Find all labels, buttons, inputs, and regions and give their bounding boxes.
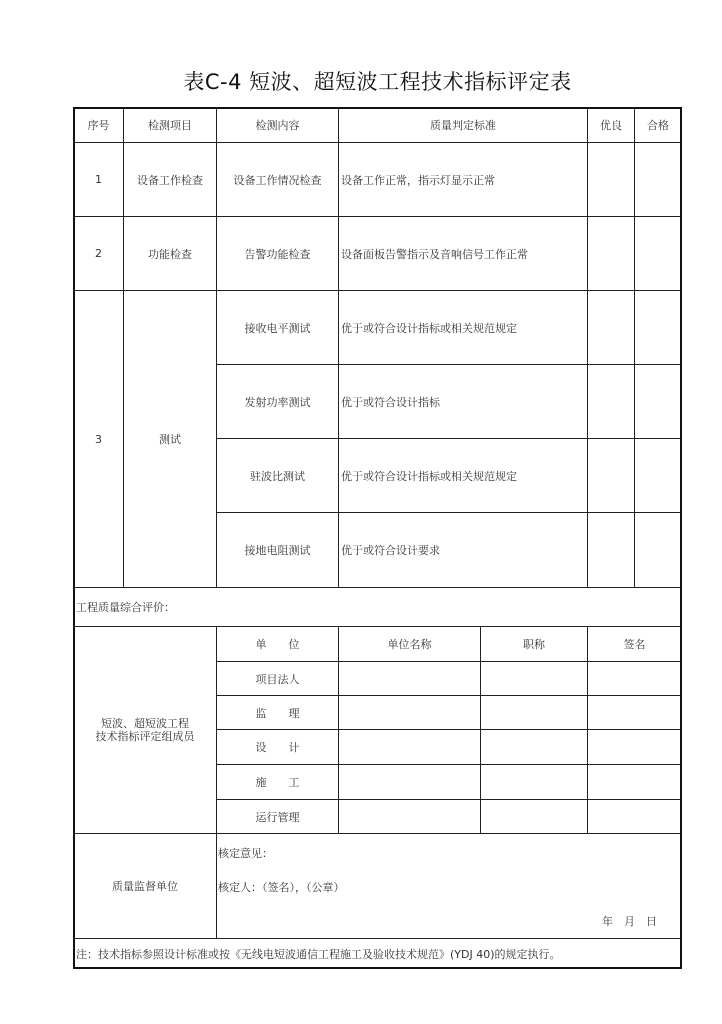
row2-seq: 2 [73,216,124,291]
row1-qualified-cell[interactable] [634,142,682,217]
role-project-owner: 项目法人 [216,661,339,696]
row3c-standard: 优于或符合设计指标或相关规范规定 [338,438,588,513]
row2-qualified-cell[interactable] [634,216,682,291]
committee-label-line2: 技术指标评定组成员 [95,730,195,743]
header-qualified: 合格 [634,107,682,143]
header-standard: 质量判定标准 [338,107,588,143]
row3d-standard: 优于或符合设计要求 [338,512,588,588]
project-owner-title[interactable] [480,661,588,696]
operation-signature[interactable] [587,799,682,834]
evaluation-label: 工程质量综合评价： [76,601,175,614]
row3a-content: 接收电平测试 [216,290,339,365]
row2-content: 告警功能检查 [216,216,339,291]
row3c-excellent-cell[interactable] [587,438,635,513]
row1-content: 设备工作情况检查 [216,142,339,217]
construction-signature[interactable] [587,764,682,800]
row3b-content: 发射功率测试 [216,364,339,439]
row3b-excellent-cell[interactable] [587,364,635,439]
row3b-qualified-cell[interactable] [634,364,682,439]
header-content: 检测内容 [216,107,339,143]
committee-col-unit-name: 单位名称 [338,626,481,662]
row3a-standard: 优于或符合设计指标或相关规范规定 [338,290,588,365]
role-supervisor: 监 理 [216,695,339,730]
header-seq: 序号 [73,107,124,143]
operation-title[interactable] [480,799,588,834]
row3b-standard: 优于或符合设计指标 [338,364,588,439]
supervision-label: 质量监督单位 [73,833,217,939]
supervisor-unit-name[interactable] [338,695,481,730]
row1-excellent-cell[interactable] [587,142,635,217]
design-unit-name[interactable] [338,729,481,765]
supervision-opinion-label: 核定意见： [218,847,273,860]
footnote: 注：技术指标参照设计标准或按《无线电短波通信工程施工及验收技术规范》(YDJ 40)的规定执行。 [73,938,682,969]
row2-excellent-cell[interactable] [587,216,635,291]
supervision-signer-label: 核定人：（签名），（公章） [218,881,345,894]
row3a-qualified-cell[interactable] [634,290,682,365]
row3-seq: 3 [73,290,124,588]
row3a-excellent-cell[interactable] [587,290,635,365]
header-excellent: 优良 [587,107,635,143]
row3c-content: 驻波比测试 [216,438,339,513]
header-item: 检测项目 [123,107,217,143]
row2-item: 功能检查 [123,216,217,291]
row3d-qualified-cell[interactable] [634,512,682,588]
row3d-content: 接地电阻测试 [216,512,339,588]
committee-label-line1: 短波、超短波工程 [101,717,189,730]
row1-seq: 1 [73,142,124,217]
project-owner-signature[interactable] [587,661,682,696]
committee-col-title: 职称 [480,626,588,662]
committee-label [73,626,217,834]
committee-col-signature: 签名 [587,626,682,662]
page-title: 表C-4 短波、超短波工程技术指标评定表 [183,70,572,94]
design-signature[interactable] [587,729,682,765]
construction-title[interactable] [480,764,588,800]
project-owner-unit-name[interactable] [338,661,481,696]
supervisor-signature[interactable] [587,695,682,730]
row3-item: 测试 [123,290,217,588]
evaluation-field[interactable] [73,587,682,627]
role-construction: 施 工 [216,764,339,800]
supervision-date-label: 年 月 日 [602,915,657,928]
row2-standard: 设备面板告警指示及音响信号工作正常 [338,216,588,291]
role-design: 设 计 [216,729,339,765]
committee-col-unit: 单 位 [216,626,339,662]
supervisor-title[interactable] [480,695,588,730]
design-title[interactable] [480,729,588,765]
row1-item: 设备工作检查 [123,142,217,217]
row3d-excellent-cell[interactable] [587,512,635,588]
operation-unit-name[interactable] [338,799,481,834]
role-operation: 运行管理 [216,799,339,834]
row1-standard: 设备工作正常，指示灯显示正常 [338,142,588,217]
construction-unit-name[interactable] [338,764,481,800]
row3c-qualified-cell[interactable] [634,438,682,513]
